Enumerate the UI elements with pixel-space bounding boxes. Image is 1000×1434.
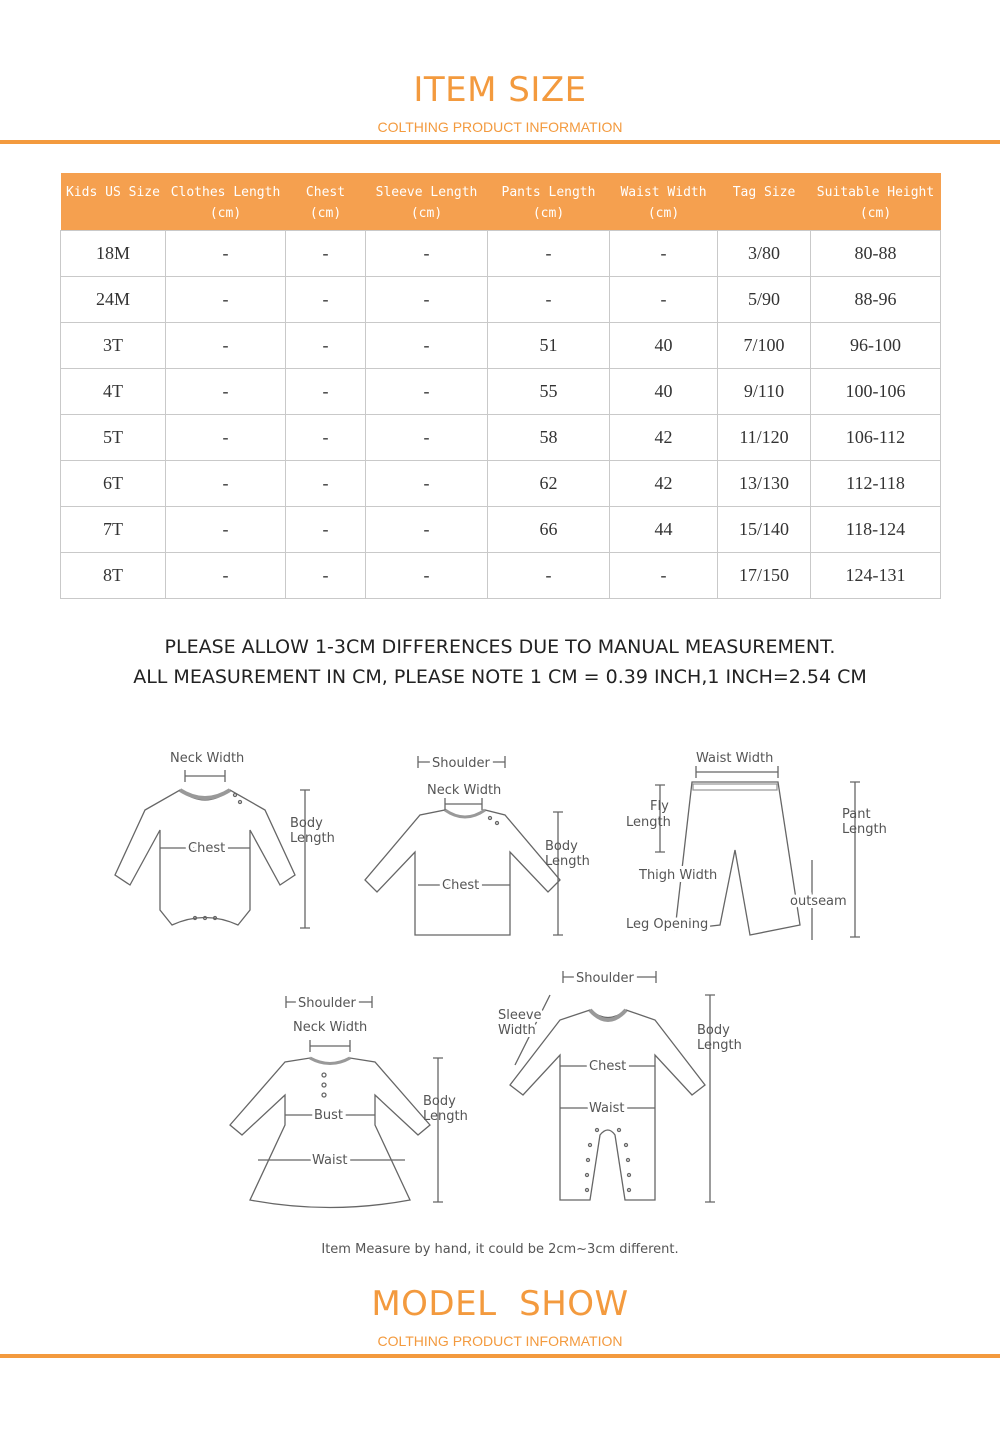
column-header: [610, 173, 718, 230]
column-header-unit: (cm): [647, 206, 680, 221]
column-header-unit: (cm): [209, 206, 242, 221]
dress-waist-label: Waist: [312, 1153, 348, 1168]
table-cell: -: [366, 368, 488, 414]
sweater-shoulder-label: Shoulder: [432, 756, 490, 771]
table-cell: 80-88: [811, 230, 941, 276]
table-cell: 124-131: [811, 552, 941, 598]
table-cell: 40: [610, 322, 718, 368]
column-header-unit: (cm): [410, 206, 443, 221]
table-cell: -: [488, 552, 610, 598]
item-size-subtitle: COLTHING PRODUCT INFORMATION: [377, 119, 623, 135]
pants-fly-label-2: Length: [626, 815, 671, 830]
romper-shoulder-label: Shoulder: [576, 971, 634, 986]
pants-thigh-label: Thigh Width: [639, 868, 718, 883]
sweater-chest-label: Chest: [442, 878, 480, 893]
column-header: [166, 173, 286, 230]
table-cell: 4T: [61, 368, 166, 414]
table-cell: 8T: [61, 552, 166, 598]
table-cell: -: [166, 322, 286, 368]
column-header-title: Clothes Length: [170, 185, 281, 200]
table-cell: 66: [488, 506, 610, 552]
pants-diagram: [626, 751, 887, 940]
model-show-subtitle: COLTHING PRODUCT INFORMATION: [377, 1333, 623, 1349]
column-header-title: Kids US Size: [66, 185, 160, 200]
table-cell: 7T: [61, 506, 166, 552]
table-row: [61, 506, 941, 552]
column-header-title: Tag Size: [732, 185, 796, 200]
table-cell: 3T: [61, 322, 166, 368]
table-cell: -: [366, 460, 488, 506]
dress-body-label-1: Body: [423, 1094, 456, 1109]
table-cell: -: [166, 276, 286, 322]
table-cell: -: [286, 552, 366, 598]
table-cell: -: [610, 276, 718, 322]
measurement-note-1: PLEASE ALLOW 1-3CM DIFFERENCES DUE TO MANUAL MEASUREMENT.: [164, 636, 836, 658]
table-cell: -: [166, 506, 286, 552]
table-cell: -: [366, 230, 488, 276]
table-cell: 40: [610, 368, 718, 414]
header-divider: [0, 140, 1000, 144]
table-row: [61, 460, 941, 506]
table-cell: 100-106: [811, 368, 941, 414]
table-cell: -: [286, 322, 366, 368]
bodysuit-body-label-2: Length: [290, 831, 335, 846]
table-cell: 5/90: [718, 276, 811, 322]
sweater-body-label-2: Length: [545, 854, 590, 869]
dress-body-label-2: Length: [423, 1109, 468, 1124]
table-cell: 62: [488, 460, 610, 506]
pants-pant-label-2: Length: [842, 822, 887, 837]
pants-pant-label-1: Pant: [842, 807, 871, 822]
table-cell: 13/130: [718, 460, 811, 506]
romper-sleeve-label-1: Sleeve: [498, 1008, 542, 1023]
table-cell: 51: [488, 322, 610, 368]
model-show-title: MODEL SHOW: [371, 1284, 629, 1324]
pants-outseam-label: outseam: [790, 894, 847, 909]
table-row: [61, 552, 941, 598]
measurement-diagrams: [100, 740, 900, 1220]
table-cell: 24M: [61, 276, 166, 322]
table-cell: -: [166, 230, 286, 276]
table-cell: 15/140: [718, 506, 811, 552]
table-cell: -: [286, 460, 366, 506]
table-cell: 106-112: [811, 414, 941, 460]
table-cell: -: [166, 368, 286, 414]
table-cell: -: [286, 506, 366, 552]
romper-waist-label: Waist: [589, 1101, 625, 1116]
column-header: [718, 173, 811, 230]
column-header-title: Suitable Height: [816, 185, 935, 200]
column-header-title: Chest: [305, 185, 346, 200]
table-cell: 42: [610, 414, 718, 460]
table-cell: 11/120: [718, 414, 811, 460]
table-cell: -: [488, 276, 610, 322]
romper-chest-label: Chest: [589, 1059, 627, 1074]
table-row: [61, 322, 941, 368]
dress-bust-label: Bust: [314, 1108, 344, 1123]
table-row: [61, 230, 941, 276]
table-cell: 118-124: [811, 506, 941, 552]
dress-neck-label: Neck Width: [293, 1020, 368, 1035]
table-cell: 5T: [61, 414, 166, 460]
table-cell: -: [286, 368, 366, 414]
column-header-unit: (cm): [309, 206, 342, 221]
romper-body-label-2: Length: [697, 1038, 742, 1053]
pants-waist-label: Waist Width: [696, 751, 774, 766]
table-cell: -: [610, 552, 718, 598]
table-cell: -: [166, 552, 286, 598]
footer-divider: [0, 1354, 1000, 1358]
column-header: [488, 173, 610, 230]
dress-diagram: [230, 996, 468, 1208]
table-cell: -: [488, 230, 610, 276]
table-cell: 42: [610, 460, 718, 506]
pants-leg-label: Leg Opening: [626, 917, 709, 932]
column-header: [286, 173, 366, 230]
size-table: [60, 173, 941, 599]
table-cell: -: [286, 276, 366, 322]
column-header-unit: (cm): [532, 206, 565, 221]
column-header-title: Pants Length: [501, 185, 596, 200]
dress-shoulder-label: Shoulder: [298, 996, 356, 1011]
table-cell: -: [610, 230, 718, 276]
column-header: [366, 173, 488, 230]
table-cell: -: [366, 414, 488, 460]
romper-body-label-1: Body: [697, 1023, 730, 1038]
sweater-neck-label: Neck Width: [427, 783, 502, 798]
sweater-body-label-1: Body: [545, 839, 578, 854]
table-header-row: [61, 173, 941, 230]
column-header-title: Sleeve Length: [375, 185, 478, 200]
bodysuit-neck-label: Neck Width: [170, 751, 245, 766]
table-cell: 9/110: [718, 368, 811, 414]
romper-diagram: [498, 971, 742, 1202]
column-header-title: Waist Width: [620, 185, 707, 200]
table-cell: -: [366, 506, 488, 552]
table-cell: 96-100: [811, 322, 941, 368]
sweater-diagram: [365, 756, 590, 935]
table-row: [61, 276, 941, 322]
column-header-unit: (cm): [859, 206, 892, 221]
table-cell: -: [286, 230, 366, 276]
table-cell: -: [166, 460, 286, 506]
table-cell: 6T: [61, 460, 166, 506]
table-cell: 55: [488, 368, 610, 414]
measure-caption: Item Measure by hand, it could be 2cm~3cm different.: [321, 1242, 679, 1257]
romper-sleeve-label-2: Width: [498, 1023, 536, 1038]
table-cell: 3/80: [718, 230, 811, 276]
bodysuit-chest-label: Chest: [188, 841, 226, 856]
item-size-title: ITEM SIZE: [413, 70, 587, 110]
table-cell: 44: [610, 506, 718, 552]
column-header: [811, 173, 941, 230]
table-row: [61, 414, 941, 460]
measurement-note-2: ALL MEASUREMENT IN CM, PLEASE NOTE 1 CM = 0.39 INCH,1 INCH=2.54 CM: [133, 666, 867, 688]
bodysuit-diagram: [115, 751, 335, 928]
table-cell: -: [166, 414, 286, 460]
table-cell: -: [366, 322, 488, 368]
table-row: [61, 368, 941, 414]
column-header: [61, 173, 166, 230]
table-cell: 18M: [61, 230, 166, 276]
table-cell: 58: [488, 414, 610, 460]
table-cell: 7/100: [718, 322, 811, 368]
table-cell: -: [366, 552, 488, 598]
table-cell: -: [366, 276, 488, 322]
table-cell: 17/150: [718, 552, 811, 598]
table-cell: -: [286, 414, 366, 460]
bodysuit-body-label-1: Body: [290, 816, 323, 831]
pants-fly-label-1: Fly: [650, 799, 669, 814]
table-cell: 112-118: [811, 460, 941, 506]
table-cell: 88-96: [811, 276, 941, 322]
